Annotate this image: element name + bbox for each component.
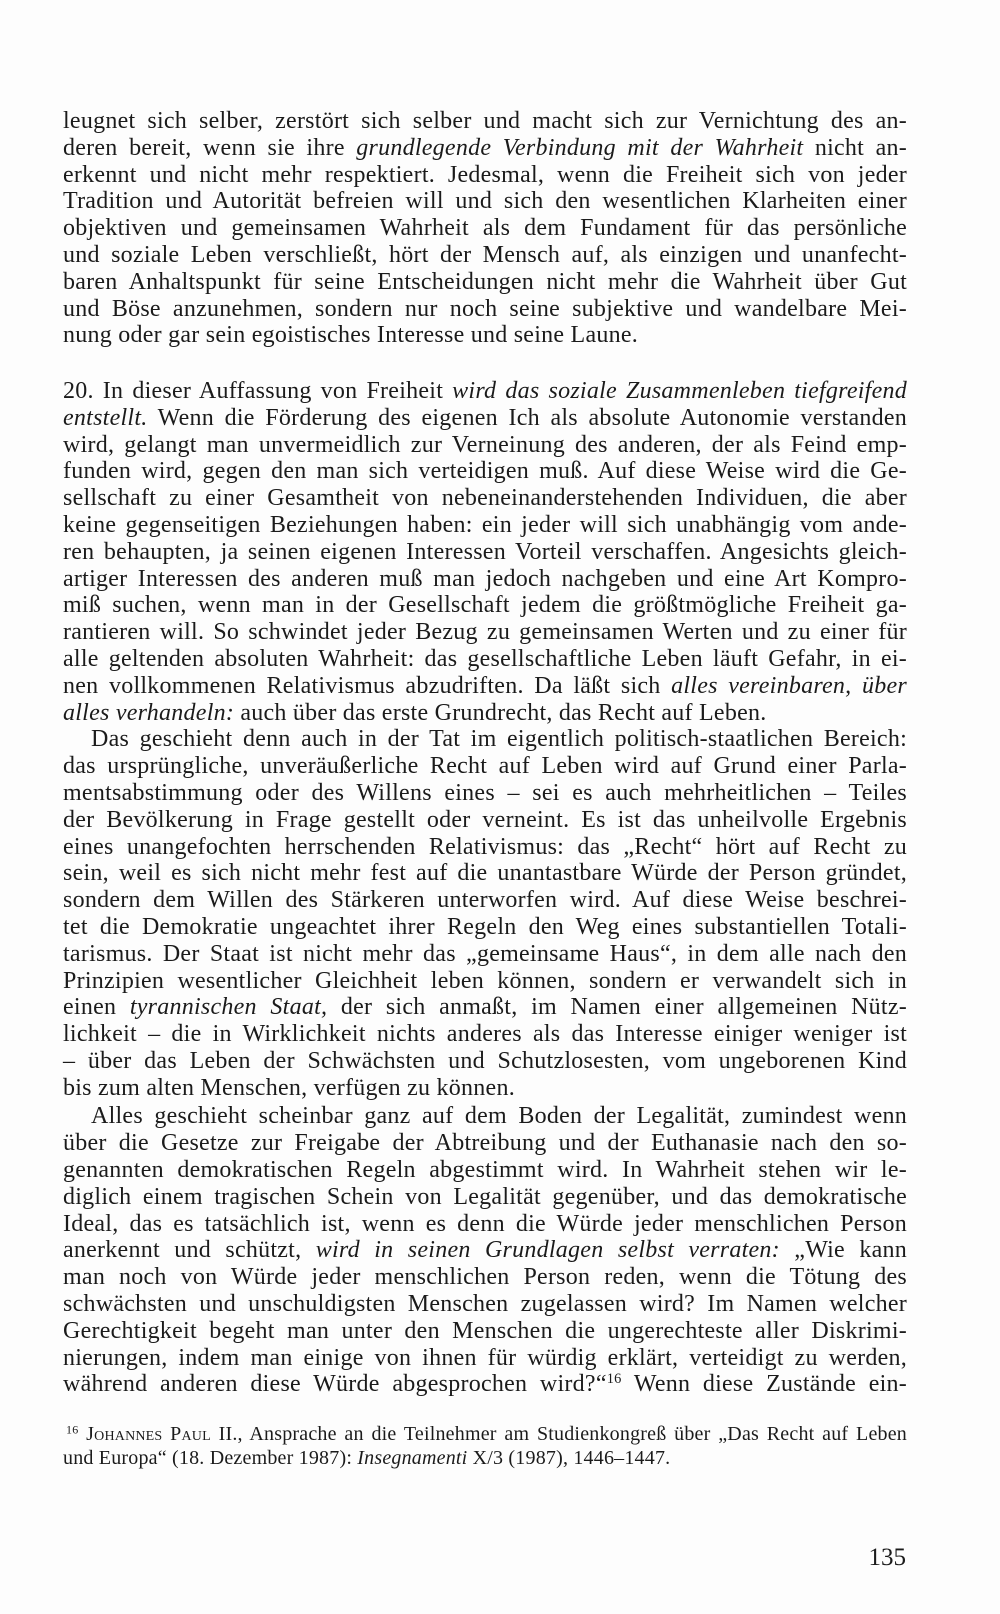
text-run: und soziale Leben verschließt, hört der Mensch auf, als einzigen und unanfecht-: [63, 241, 907, 268]
italic-text: alles verhandeln:: [63, 699, 235, 726]
text-line: [63, 512, 907, 539]
text-run: rantieren will. So schwindet jeder Bezug zu gemeinsamen Werten und zu einer für: [63, 619, 907, 646]
text-run: einen: [63, 994, 130, 1021]
text-line: [63, 1157, 907, 1184]
text-run: leugnet sich selber, zerstört sich selber und macht sich zur Vernichtung des an-: [63, 108, 907, 134]
text-run: tarismus. Der Staat ist nicht mehr das „gemeinsame Haus“, in dem alle nach den: [63, 940, 907, 967]
text-run: und Europa“ (18. Dezember 1987):: [63, 1447, 358, 1469]
text-run: nung oder gar sein egoistisches Interesse und seine Laune.: [63, 322, 638, 349]
paragraph-political-realm: [63, 726, 907, 1101]
text-line: [63, 592, 907, 619]
footnote-ref: 16: [606, 1371, 622, 1388]
text-line: [63, 941, 907, 968]
text-run: Prinzipien wesentlicher Gleichheit leben können, sondern er verwandelt sich in: [63, 967, 907, 994]
text-run: keine gegenseitigen Beziehungen haben: ein jeder will sich unabhängig vom ande-: [63, 511, 907, 538]
text-run: wird, gelangt man unvermeidlich zur Verneinung des anderen, der als Feind emp-: [63, 431, 907, 458]
text-line: [63, 1371, 907, 1398]
text-line: [63, 834, 907, 861]
text-line: [63, 1075, 907, 1102]
text-run: objektiven und gemeinsamen Wahrheit als dem Fundament für das persönliche: [63, 215, 907, 242]
text-line: [63, 296, 907, 323]
text-run: Gerechtigkeit begeht man unter den Menschen die ungerechteste aller Diskrimi-: [63, 1317, 907, 1344]
paragraph-20: [63, 378, 907, 726]
text-line: [63, 1318, 907, 1345]
text-run: erkennt und nicht mehr respektiert. Jedesmal, wenn die Freiheit sich von jeder: [63, 161, 907, 188]
text-line: [63, 726, 907, 753]
text-line: [63, 780, 907, 807]
text-line: [63, 807, 907, 834]
text-run: das ursprüngliche, unveräußerliche Recht auf Leben wird auf Grund einer Parla-: [63, 753, 907, 780]
text-line: [63, 1048, 907, 1075]
text-line: [63, 108, 907, 135]
text-line: [63, 458, 907, 485]
text-run: nen vollkommenen Relativismus abzudriften. Da läßt sich: [63, 672, 672, 699]
text-run: Wenn die Förderung des eigenen Ich als absolute Autonomie verstanden: [147, 404, 907, 431]
italic-text: wird das soziale Zusammenleben tiefgreifend: [452, 377, 907, 404]
text-run: 20. In dieser Auffassung von Freiheit: [63, 377, 453, 404]
text-line: [63, 1291, 907, 1318]
text-run: lichkeit – die in Wirklichkeit nichts anderes als das Interesse einiger weniger ist: [63, 1021, 907, 1048]
text-line: [63, 242, 907, 269]
text-line: [63, 162, 907, 189]
text-line: [63, 619, 907, 646]
page-number: 135: [868, 1544, 906, 1571]
text-run: bis zum alten Menschen, verfügen zu können.: [63, 1074, 515, 1101]
text-line: [63, 1184, 907, 1211]
text-run: – über das Leben der Schwächsten und Schutzlosesten, vom ungeborenen Kind: [63, 1047, 907, 1074]
text-run: Tradition und Autorität befreien will und sich den wesentlichen Klarheiten einer: [63, 188, 907, 215]
text-line: [63, 405, 907, 432]
text-run: genannten demokratischen Regeln abgestimmt wird. In Wahrheit stehen wir le-: [63, 1157, 907, 1184]
text-run: Das geschieht denn auch in der Tat im eigentlich politisch-staatlichen Bereich:: [91, 726, 907, 753]
text-run: sondern dem Willen des Stärkeren unterworfen wird. Auf diese Weise beschrei-: [63, 887, 907, 914]
text-run: deren bereit, wenn sie ihre: [63, 134, 357, 161]
text-line: [63, 485, 907, 512]
text-run: II., Ansprache an die Teilnehmer am Studienkongreß über „Das Recht auf Leben: [210, 1423, 907, 1445]
text-line: [63, 215, 907, 242]
text-run: während anderen diese Würde abgesprochen wird?“: [63, 1371, 607, 1398]
text-run: anerkennt und schützt,: [63, 1237, 316, 1264]
italic-text: tyrannischen Staat,: [129, 994, 328, 1021]
text-run: Wenn diese Zustände ein-: [621, 1371, 908, 1398]
text-line: [63, 1345, 907, 1372]
text-line: [63, 994, 907, 1021]
text-line: [63, 1103, 907, 1130]
text-run: eines unangefochten herrschenden Relativismus: das „Recht“ hört auf Recht zu: [63, 833, 907, 860]
italic-text: alles vereinbaren, über: [671, 672, 907, 699]
text-run: tet die Demokratie ungeachtet ihrer Regeln den Weg eines substantiellen Totali-: [63, 913, 907, 940]
text-run: Ideal, das es tatsächlich ist, wenn es denn die Würde jeder menschlichen Person: [63, 1210, 907, 1237]
text-line: [63, 269, 907, 296]
text-run: der sich anmaßt, im Namen einer allgemeinen Nütz-: [327, 994, 907, 1021]
text-run: sellschaft zu einer Gesamtheit von nebeneinanderstehenden Individuen, die aber: [63, 485, 907, 512]
text-line: [63, 188, 907, 215]
text-run: Alles geschieht scheinbar ganz auf dem Boden der Legalität, zumindest wenn: [91, 1103, 907, 1130]
text-run: miß suchen, wenn man in der Gesellschaft jedem die größtmögliche Freiheit ga-: [63, 592, 907, 619]
text-line: [63, 135, 907, 162]
text-line: [63, 566, 907, 593]
small-caps-text: Johannes Paul: [78, 1423, 211, 1445]
footnote-ref: 16: [66, 1422, 79, 1437]
text-run: sein, weil es sich nicht mehr fest auf die unantastbare Würde der Person gründet,: [63, 860, 907, 887]
text-line: [63, 1130, 907, 1157]
text-line: [63, 968, 907, 995]
text-run: funden wird, gegen den man sich verteidigen muß. Auf diese Weise wird die Ge-: [63, 458, 907, 485]
text-line: [63, 860, 907, 887]
text-run: nicht an-: [803, 134, 908, 161]
text-line: [63, 646, 907, 673]
text-line: [63, 753, 907, 780]
text-line: [63, 1446, 907, 1470]
text-run: nierungen, indem man einige von ihnen für würdig erklärt, verteidigt zu werden,: [63, 1344, 907, 1371]
text-line: [63, 673, 907, 700]
text-line: [63, 700, 907, 727]
italic-text: entstellt.: [63, 404, 148, 431]
text-run: „Wie kann: [779, 1237, 907, 1264]
text-run: über die Gesetze zur Freigabe der Abtreibung und der Euthanasie nach den so-: [63, 1130, 907, 1157]
text-run: baren Anhaltspunkt für seine Entscheidungen nicht mehr die Wahrheit über Gut: [63, 268, 907, 295]
text-run: schwächsten und unschuldigsten Menschen zugelassen wird? Im Namen welcher: [63, 1291, 907, 1318]
text-line: [63, 378, 907, 405]
italic-text: wird in seinen Grundlagen selbst verraten:: [315, 1237, 780, 1264]
text-run: diglich einem tragischen Schein von Legalität gegenüber, und das demokratische: [63, 1183, 907, 1210]
text-line: [63, 322, 907, 349]
text-line: [63, 432, 907, 459]
text-run: der Bevölkerung in Frage gestellt oder verneint. Es ist das unheilvolle Ergebnis: [63, 806, 907, 833]
text-line: [63, 887, 907, 914]
text-run: X/3 (1987), 1446–1447.: [467, 1447, 671, 1469]
text-run: man noch von Würde jeder menschlichen Person reden, wenn die Tötung des: [63, 1264, 907, 1291]
text-run: artiger Interessen des anderen muß man jedoch nachgeben und eine Art Kompro-: [63, 565, 907, 592]
text-run: mentsabstimmung oder des Willens eines – sei es auch mehrheitlichen – Teiles: [63, 779, 907, 806]
italic-text: grundlegende Verbindung mit der Wahrheit: [356, 134, 804, 161]
text-line: [63, 1211, 907, 1238]
text-run: alle geltenden absoluten Wahrheit: das gesellschaftliche Leben läuft Gefahr, in ei-: [63, 645, 907, 672]
text-line: [63, 539, 907, 566]
text-line: [63, 1237, 907, 1264]
body-text: [63, 108, 907, 1398]
text-line: [63, 1422, 907, 1446]
italic-text: Insegnamenti: [357, 1447, 468, 1469]
text-line: [63, 914, 907, 941]
footnote: [63, 1422, 907, 1470]
text-run: und Böse anzunehmen, sondern nur noch seine subjektive und wandelbare Mei-: [63, 295, 907, 322]
paragraph-legality: [63, 1103, 907, 1398]
paragraph-continued: [63, 108, 907, 349]
text-line: [63, 1264, 907, 1291]
text-run: ren behaupten, ja seinen eigenen Interessen Vorteil verschaffen. Angesichts gleich-: [63, 538, 907, 565]
text-line: [63, 1021, 907, 1048]
text-run: auch über das erste Grundrecht, das Recht auf Leben.: [234, 699, 767, 726]
